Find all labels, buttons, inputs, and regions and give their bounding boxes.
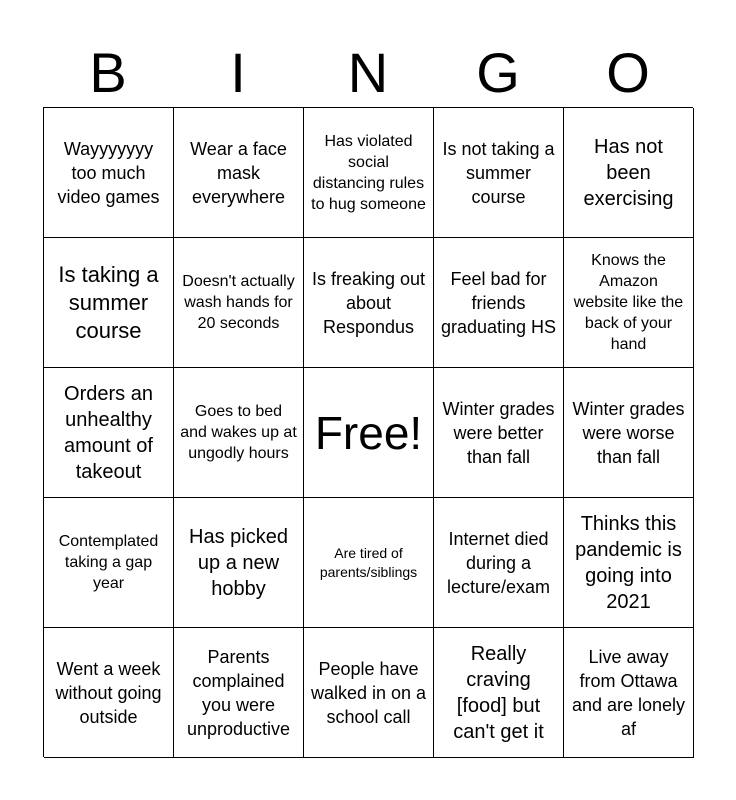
bingo-cell[interactable]	[304, 108, 434, 238]
bingo-header	[43, 40, 693, 106]
cell-text: Has not been exercising	[583, 135, 674, 210]
cell-text: People have walked in on a school call	[310, 658, 427, 727]
bingo-cell[interactable]	[564, 628, 694, 758]
cell-text: Has violated social distancing rules to hug someone	[311, 132, 426, 213]
bingo-cell[interactable]	[174, 238, 304, 368]
cell-text: Goes to bed and wakes up at ungodly hours	[180, 403, 297, 462]
cell-text: Doesn't actually wash hands for 20 seconds	[182, 273, 295, 332]
bingo-cell[interactable]	[564, 108, 694, 238]
header-letter-o: O	[606, 41, 650, 104]
bingo-board	[43, 107, 693, 757]
cell-text: Orders an unhealthy amount of takeout	[64, 382, 153, 483]
cell-text: Live away from Ottawa and are lonely af	[571, 646, 686, 739]
bingo-cell[interactable]	[304, 628, 434, 758]
bingo-cell[interactable]	[44, 238, 174, 368]
bingo-cell[interactable]	[44, 628, 174, 758]
bingo-cell[interactable]	[44, 108, 174, 238]
cell-text: Really craving [food] but can't get it	[453, 642, 544, 743]
cell-text: Internet died during a lecture/exam	[446, 528, 551, 597]
header-letter-i: I	[230, 41, 246, 104]
bingo-cell[interactable]	[564, 238, 694, 368]
cell-text: Went a week without going outside	[55, 658, 162, 727]
bingo-cell[interactable]	[564, 368, 694, 498]
bingo-cell[interactable]	[304, 498, 434, 628]
bingo-cell[interactable]	[44, 368, 174, 498]
cell-text: Has picked up a new hobby	[189, 525, 288, 600]
bingo-cell[interactable]	[434, 368, 564, 498]
bingo-cell[interactable]	[174, 368, 304, 498]
cell-text: Is taking a summer course	[58, 261, 159, 343]
cell-text: Winter grades were better than fall	[442, 398, 555, 467]
cell-text: Thinks this pandemic is going into 2021	[575, 512, 682, 613]
cell-text: Wayyyyyyy too much video games	[57, 138, 160, 207]
cell-text: Feel bad for friends graduating HS	[440, 268, 557, 337]
bingo-cell[interactable]	[304, 238, 434, 368]
bingo-cell[interactable]	[174, 628, 304, 758]
bingo-cell[interactable]	[434, 108, 564, 238]
free-space-text: Free!	[314, 406, 423, 459]
cell-text: Wear a face mask everywhere	[190, 138, 287, 207]
bingo-cell[interactable]	[434, 628, 564, 758]
bingo-cell[interactable]	[174, 498, 304, 628]
cell-text: Winter grades were worse than fall	[572, 398, 685, 467]
cell-text: Contemplated taking a gap year	[58, 533, 159, 592]
header-letter-n: N	[347, 41, 389, 104]
cell-text: Parents complained you were unproductive	[186, 646, 291, 739]
bingo-cell[interactable]	[44, 498, 174, 628]
bingo-cell[interactable]	[434, 238, 564, 368]
header-letter-g: G	[476, 41, 520, 104]
cell-text: Is freaking out about Respondus	[311, 268, 426, 337]
cell-text: Is not taking a summer course	[442, 138, 555, 207]
bingo-cell[interactable]	[564, 498, 694, 628]
bingo-cell[interactable]	[434, 498, 564, 628]
header-letter-b: B	[89, 41, 127, 104]
bingo-cell[interactable]	[174, 108, 304, 238]
cell-text: Knows the Amazon website like the back of your hand	[573, 252, 684, 353]
cell-text: Are tired of parents/siblings	[319, 544, 418, 580]
bingo-free-cell[interactable]	[304, 368, 434, 498]
